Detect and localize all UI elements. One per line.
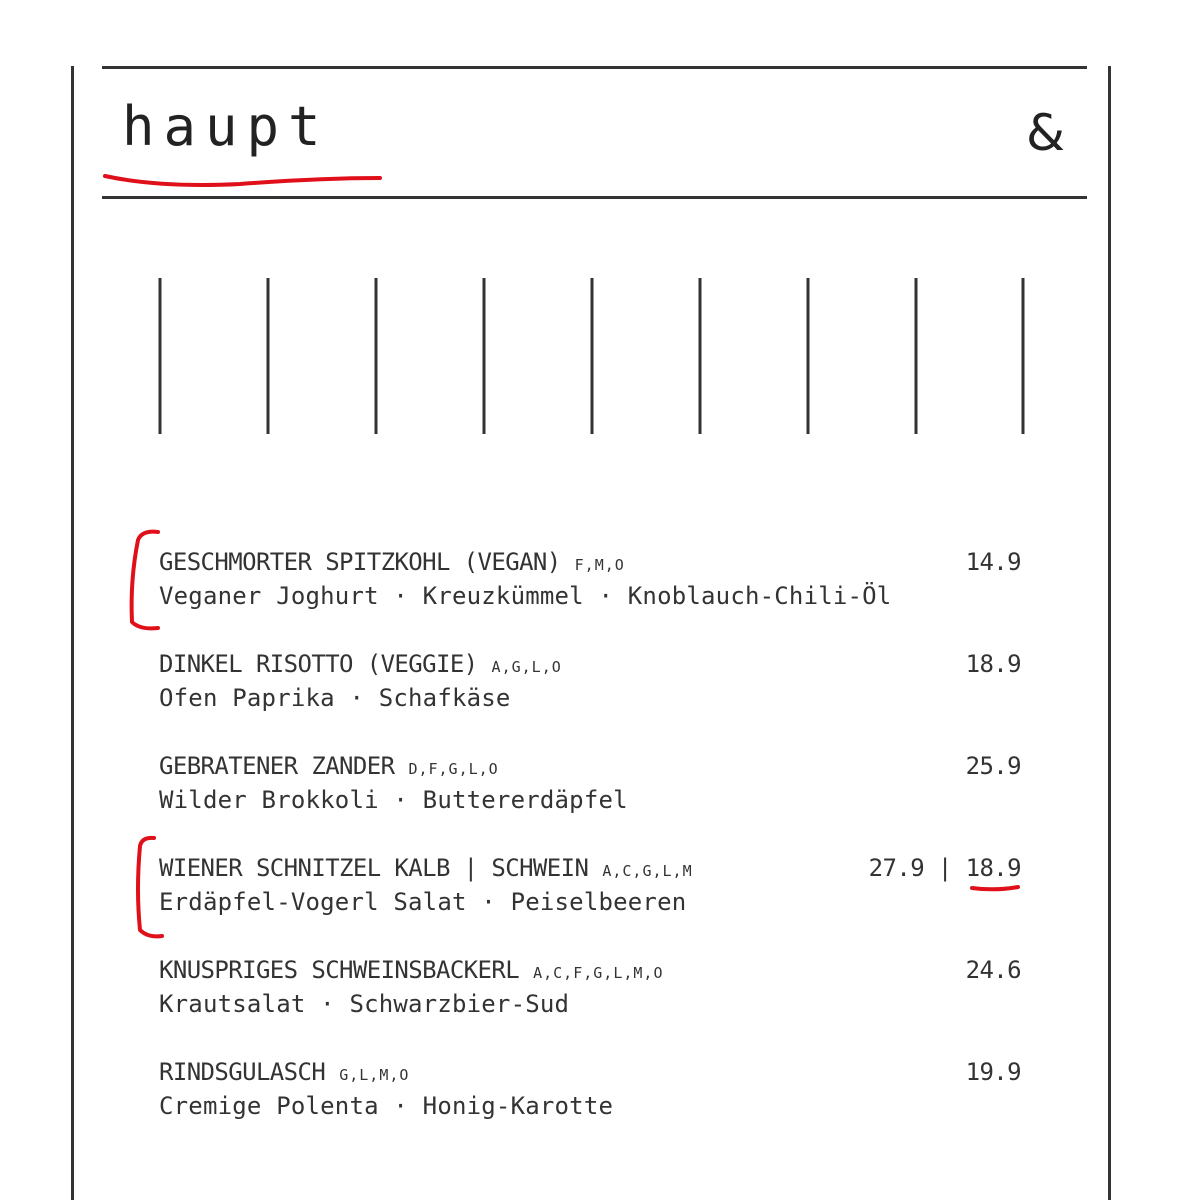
dish-name: DINKEL RISOTTO (VEGGIE) [159, 650, 478, 678]
dish-description: Wilder Brokkoli · Buttererdäpfel [159, 786, 628, 814]
allergen-codes: A,G,L,O [491, 658, 562, 676]
header-bottom-rule [102, 196, 1087, 199]
header-top-rule [102, 66, 1087, 69]
menu-item-header [159, 851, 1025, 885]
dish-description: Krautsalat · Schwarzbier-Sud [159, 990, 570, 1018]
right-border-line [1108, 66, 1111, 1200]
menu-item [159, 647, 1025, 749]
dish-price: 24.6 [965, 956, 1021, 984]
left-border-line [71, 66, 74, 1200]
dish-name: RINDSGULASCH [159, 1058, 326, 1086]
allergen-codes: A,C,F,G,L,M,O [533, 964, 664, 982]
menu-item-header [159, 953, 1025, 987]
dish-price: 18.9 [965, 650, 1021, 678]
menu-item [159, 749, 1025, 851]
dish-price: 19.9 [965, 1058, 1021, 1086]
menu-item-header [159, 545, 1025, 579]
dish-description: Cremige Polenta · Honig-Karotte [159, 1092, 614, 1120]
dish-name: WIENER SCHNITZEL KALB | SCHWEIN [159, 854, 589, 882]
menu-item-header [159, 647, 1025, 681]
allergen-codes: G,L,M,O [339, 1066, 410, 1084]
dish-price: 25.9 [965, 752, 1021, 780]
allergen-codes: D,F,G,L,O [408, 760, 499, 778]
dish-name: GESCHMORTER SPITZKOHL (VEGAN) [159, 548, 561, 576]
menu-item [159, 851, 1025, 953]
title-underline-annotation [105, 176, 380, 185]
dish-name: GEBRATENER ZANDER [159, 752, 395, 780]
dish-price: 14.9 [965, 548, 1021, 576]
dish-description: Ofen Paprika · Schafkäse [159, 684, 511, 712]
ampersand-logo: & [1026, 104, 1065, 162]
page-title: haupt [122, 95, 330, 158]
allergen-codes: A,C,G,L,M [602, 862, 693, 880]
dish-description: Erdäpfel-Vogerl Salat · Peiselbeeren [159, 888, 687, 916]
allergen-codes: F,M,O [574, 556, 625, 574]
menu-item [159, 1055, 1025, 1157]
menu-item [159, 545, 1025, 647]
menu-item-header [159, 1055, 1025, 1089]
bracket-annotation [132, 532, 158, 629]
menu-item-header [159, 749, 1025, 783]
dish-price: 27.9 | 18.9 [868, 854, 1021, 882]
menu-item [159, 953, 1025, 1055]
dish-name: KNUSPRIGES SCHWEINSBACKERL [159, 956, 520, 984]
menu-list [159, 545, 1025, 1157]
dish-description: Veganer Joghurt · Kreuzkümmel · Knoblauch-Chili-Öl [159, 582, 892, 610]
